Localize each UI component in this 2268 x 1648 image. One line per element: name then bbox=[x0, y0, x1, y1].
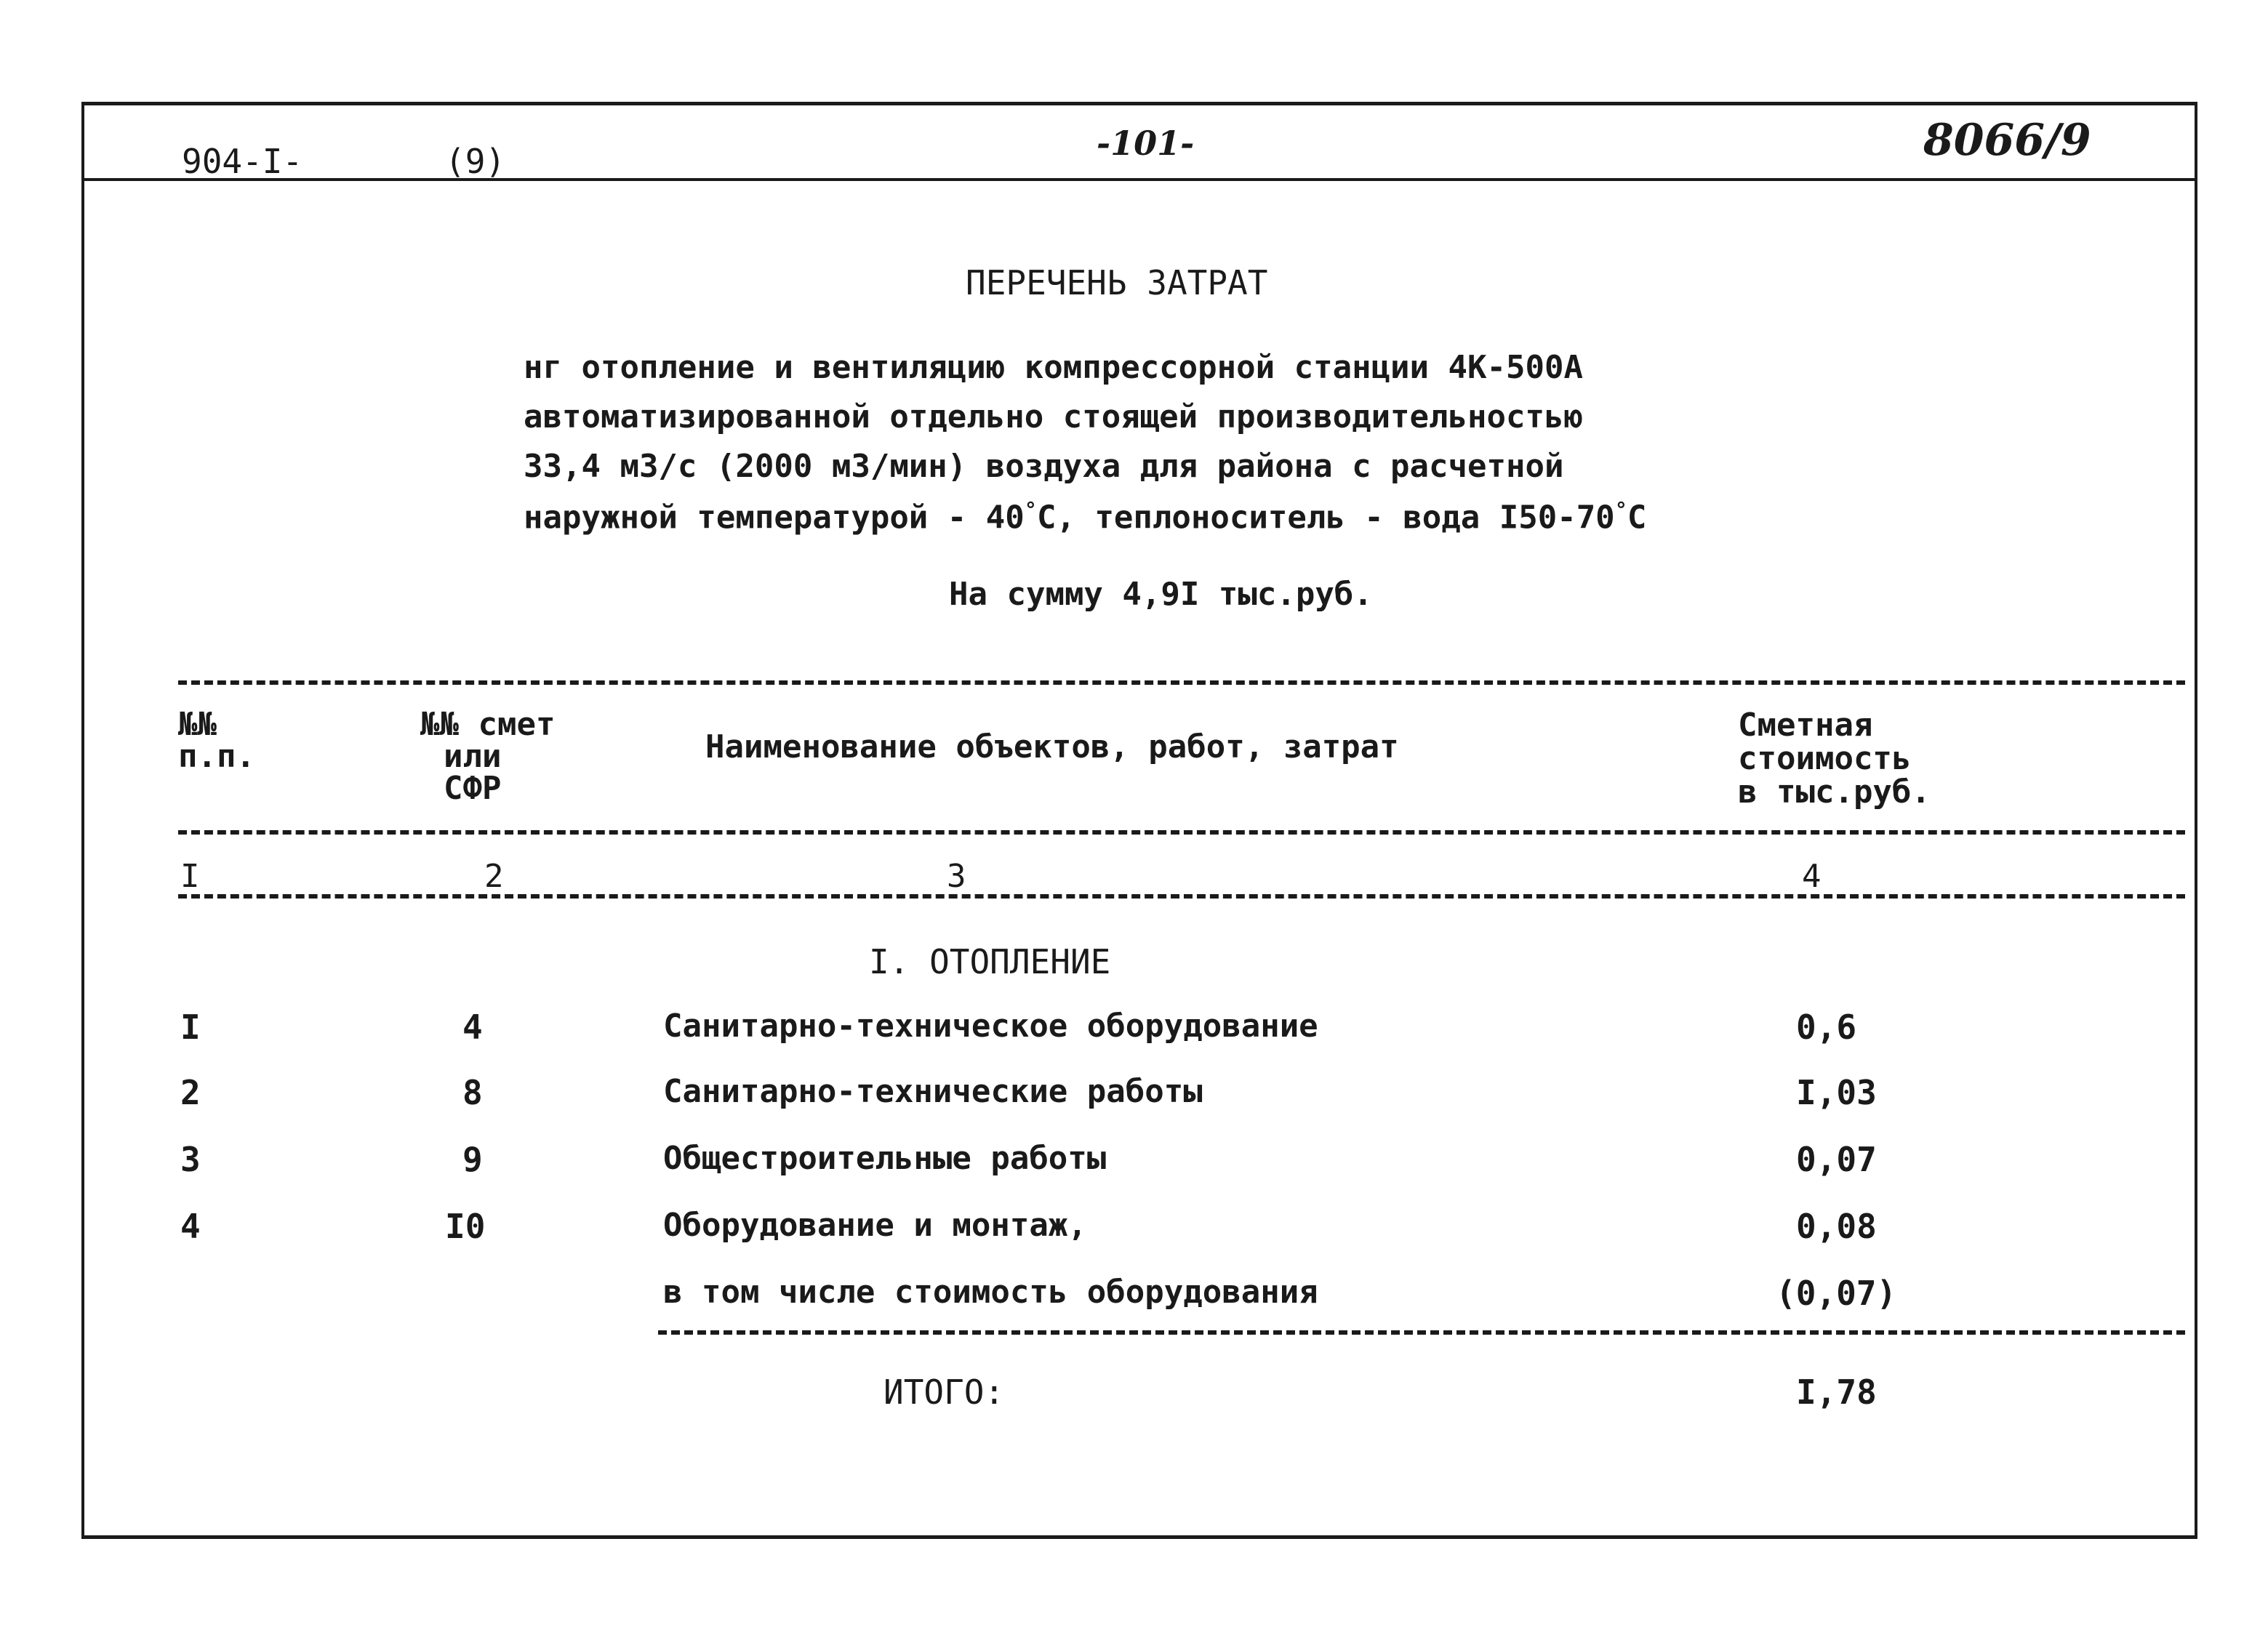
column-number-4: 4 bbox=[1802, 858, 1822, 895]
row-number: I bbox=[180, 1008, 201, 1047]
column-number-rule bbox=[178, 894, 2185, 899]
table-header-rule bbox=[178, 830, 2185, 835]
document-frame bbox=[81, 102, 2197, 1539]
column-header-name: Наименование объектов, работ, затрат bbox=[705, 728, 1399, 765]
row-name: в том числе стоимость оборудования bbox=[663, 1274, 1318, 1311]
column-header-number: №№ п.п. bbox=[178, 706, 255, 775]
top-border bbox=[81, 102, 2195, 105]
total-label: ИТОГО: bbox=[883, 1372, 1005, 1412]
row-name: Оборудование и монтаж, bbox=[663, 1207, 1087, 1244]
column-number-1: I bbox=[180, 858, 200, 895]
page-number: -101- bbox=[1097, 124, 1195, 163]
row-number: 2 bbox=[180, 1073, 201, 1112]
doc-part: (9) bbox=[445, 142, 506, 181]
row-name: Общестроительные работы bbox=[663, 1140, 1107, 1177]
description-line-1: нг отопление и вентиляцию компрессорной станции 4К-500А bbox=[524, 349, 1583, 386]
archive-number: 8066/9 bbox=[1923, 115, 2091, 166]
row-name: Санитарно-технические работы bbox=[663, 1073, 1203, 1110]
row-cost: 0,08 bbox=[1796, 1207, 1877, 1246]
row-estimate: 9 bbox=[462, 1140, 483, 1179]
description-line-2: автоматизированной отдельно стоящей производительностью bbox=[524, 398, 1583, 435]
row-cost: (0,07) bbox=[1776, 1274, 1897, 1313]
row-estimate: I0 bbox=[445, 1207, 486, 1246]
document-title: ПЕРЕЧЕНЬ ЗАТРАТ bbox=[966, 263, 1268, 302]
column-number-2: 2 bbox=[484, 858, 504, 895]
row-number: 3 bbox=[180, 1140, 201, 1179]
header-divider bbox=[81, 178, 2195, 181]
row-number: 4 bbox=[180, 1207, 201, 1246]
row-cost: 0,6 bbox=[1796, 1008, 1857, 1047]
row-cost: I,03 bbox=[1796, 1073, 1877, 1112]
total-sum: На сумму 4,9I тыс.руб. bbox=[949, 576, 1373, 613]
description-line-3: 33,4 м3/с (2000 м3/мин) воздуха для района с расчетной bbox=[524, 448, 1564, 485]
row-estimate: 8 bbox=[462, 1073, 483, 1112]
total-value: I,78 bbox=[1796, 1372, 1877, 1412]
row-name: Санитарно-техническое оборудование bbox=[663, 1008, 1318, 1045]
table-top-rule bbox=[178, 680, 2185, 685]
section-title: I. ОТОПЛЕНИЕ bbox=[869, 942, 1111, 981]
doc-code: 904-I- bbox=[182, 142, 303, 181]
column-header-cost: Сметная стоимость в тыс.руб. bbox=[1738, 707, 1931, 811]
description-line-4: наружной температурой - 40°С, теплоноситель - вода I50-70°С bbox=[524, 497, 1647, 536]
column-number-3: 3 bbox=[947, 858, 966, 895]
total-rule bbox=[658, 1330, 2185, 1335]
column-header-estimate: №№ смет или СФР bbox=[420, 706, 556, 807]
row-estimate: 4 bbox=[462, 1008, 483, 1047]
row-cost: 0,07 bbox=[1796, 1140, 1877, 1179]
